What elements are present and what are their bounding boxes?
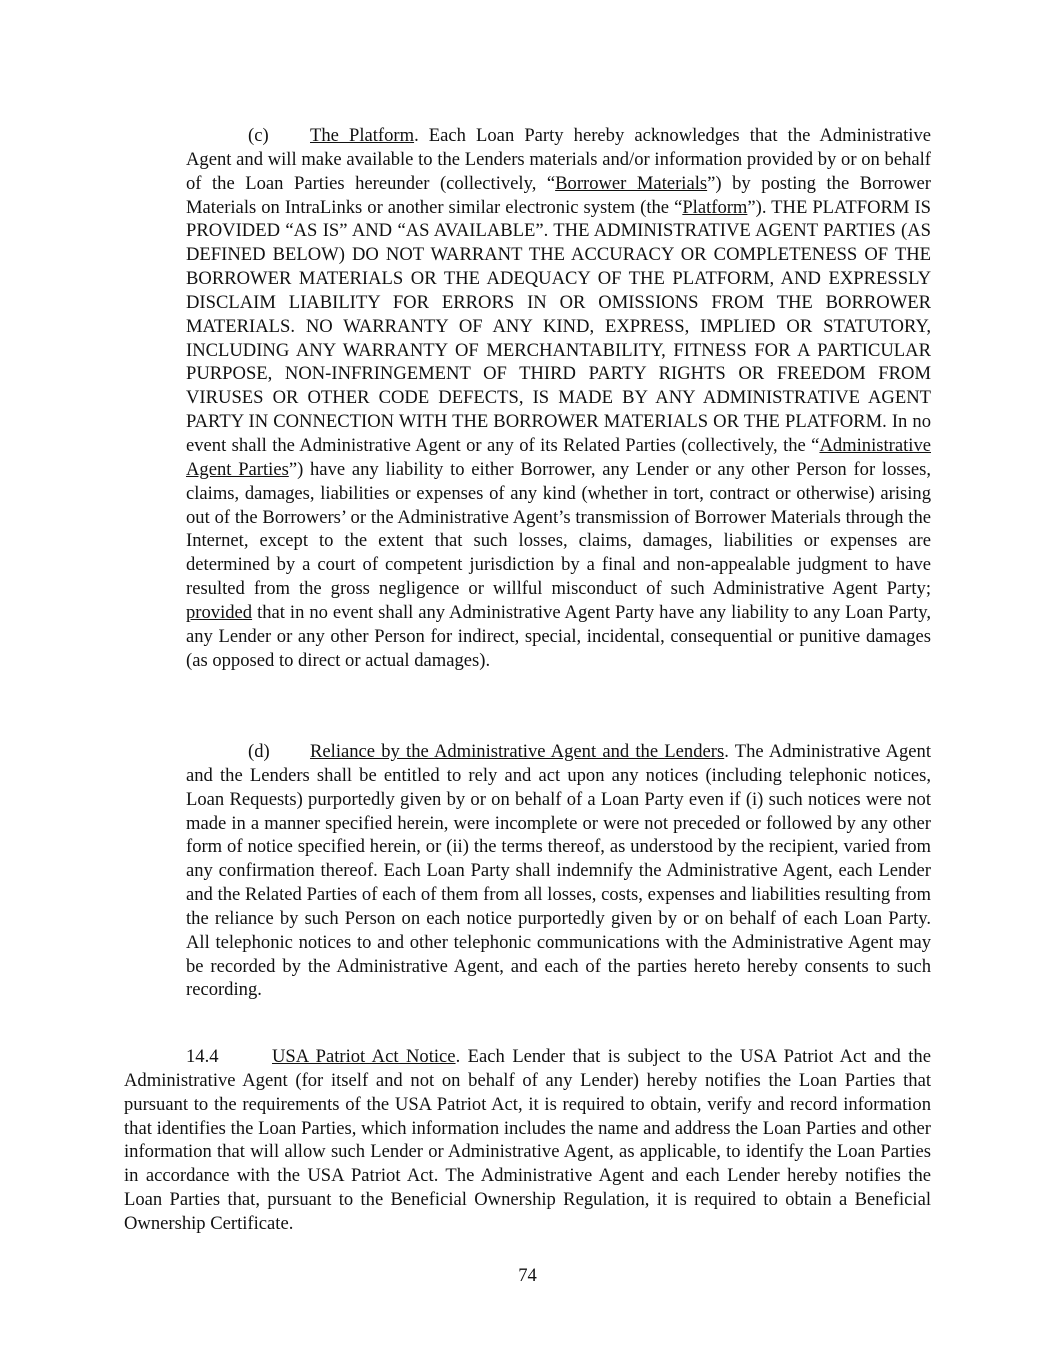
section-c-number: (c) [248,125,269,146]
defined-term-platform: Platform [682,196,748,218]
section-d-paragraph [186,740,931,1002]
page-number: 74 [518,1265,537,1286]
term-provided: provided [186,601,253,623]
section-d-number: (d) [248,741,270,762]
section-c-text-3: ”). THE PLATFORM IS PROVIDED “AS IS” AND “AS AVAILABLE”. THE ADMINISTRATIVE AGENT PARTIES (AS DEFINED BELOW) DO NOT WARRANT THE ACCURACY OR COMPLETENESS OF THE BORROWER MATERIALS OR THE ADEQUACY OF THE PLATFORM, AND EXPRESSLY DISCLAIM LIABILITY FOR ERRORS IN OR OMISSIONS FROM THE BORROWER MATERIALS. NO WARRANTY OF ANY KIND, EXPRESS, IMPLIED OR STATUTORY, INCLUDING ANY WARRANTY OF MERCHANTABILITY, FITNESS FOR A PARTICULAR PURPOSE, NON-INFRINGEMENT OF THIRD PARTY RIGHTS OR FREEDOM FROM VIRUSES OR OTHER CODE DEFECTS, IS MADE BY ANY ADMINISTRATIVE AGENT PARTY IN CONNECTION WITH THE BORROWER MATERIALS OR THE PLATFORM. In no event shall the Administrative Agent or any of its Related Parties (collectively, the “ [186,196,931,456]
section-14-4-number: 14.4 [186,1046,219,1067]
section-c-text-2: ”) by posting the Borrower Materials on IntraLinks or another similar electronic system (the “ [186,172,931,218]
section-14-4-heading: USA Patriot Act Notice [272,1046,456,1067]
section-14-4-text-1: . Each Lender that is subject to the USA Patriot Act and the Administrative Agent (for itself and not on behalf of any Lender) hereby notifies the Loan Parties that pursuant to the requirements of the USA Patriot Act, it is required to obtain, verify and record information that identifies the Loan Parties, which information includes the name and address the Loan Parties and other information that will allow such Lender or Administrative Agent, as applicable, to identify the Loan Parties in accordance with the USA Patriot Act. The Administrative Agent and each Lender hereby notifies the Loan Parties that, pursuant to the Beneficial Ownership Regulation, it is required to obtain a Beneficial Ownership Certificate. [124,1046,931,1234]
defined-term-borrower-materials: Borrower Materials [555,172,708,194]
section-c-paragraph [186,124,931,672]
section-c-heading: The Platform [310,125,415,146]
defined-term-administrative-agent-parties: Administrative Agent Parties [186,434,931,480]
section-d-heading: Reliance by the Administrative Agent and the Lenders [310,741,725,762]
section-c-text-1: . Each Loan Party hereby acknowledges that the Administrative Agent and will make available to the Lenders materials and/or information provided by or on behalf of the Loan Parties hereunder (collectively, “ [186,125,931,194]
section-d-text-1: . The Administrative Agent and the Lenders shall be entitled to rely and act upon any notices (including telephonic notices, Loan Requests) purportedly given by or on behalf of a Loan Party even if (i) such notices were not made in a manner specified herein, were incomplete or were not preceded or followed by any other form of notice specified herein, or (ii) the terms thereof, as understood by the recipient, varied from any confirmation thereof. Each Loan Party shall indemnify the Administrative Agent, each Lender and the Related Parties of each of them from all losses, costs, expenses and liabilities resulting from the reliance by such Person on each notice purportedly given by or on behalf of each Loan Party. All telephonic notices to and other telephonic communications with the Administrative Agent may be recorded by the Administrative Agent, and each of the parties hereto hereby consents to such recording. [186,741,931,1001]
section-14-4-paragraph [124,1045,931,1236]
section-c-text-4: ”) have any liability to either Borrower, any Lender or any other Person for losses, claims, damages, liabilities or expenses of any kind (whether in tort, contract or otherwise) arising out of the Borrowers’ or the Administrative Agent’s transmission of Borrower Materials through the Internet, except to the extent that such losses, claims, damages, liabilities or expenses are determined by a court of competent jurisdiction by a final and non-appealable judgment to have resulted from the gross negligence or willful misconduct of such Administrative Agent Party; [186,458,931,600]
section-c-text-5: that in no event shall any Administrative Agent Party have any liability to any Loan Party, any Lender or any other Person for indirect, special, incidental, consequential or punitive damages (as opposed to direct or actual damages). [186,601,931,671]
